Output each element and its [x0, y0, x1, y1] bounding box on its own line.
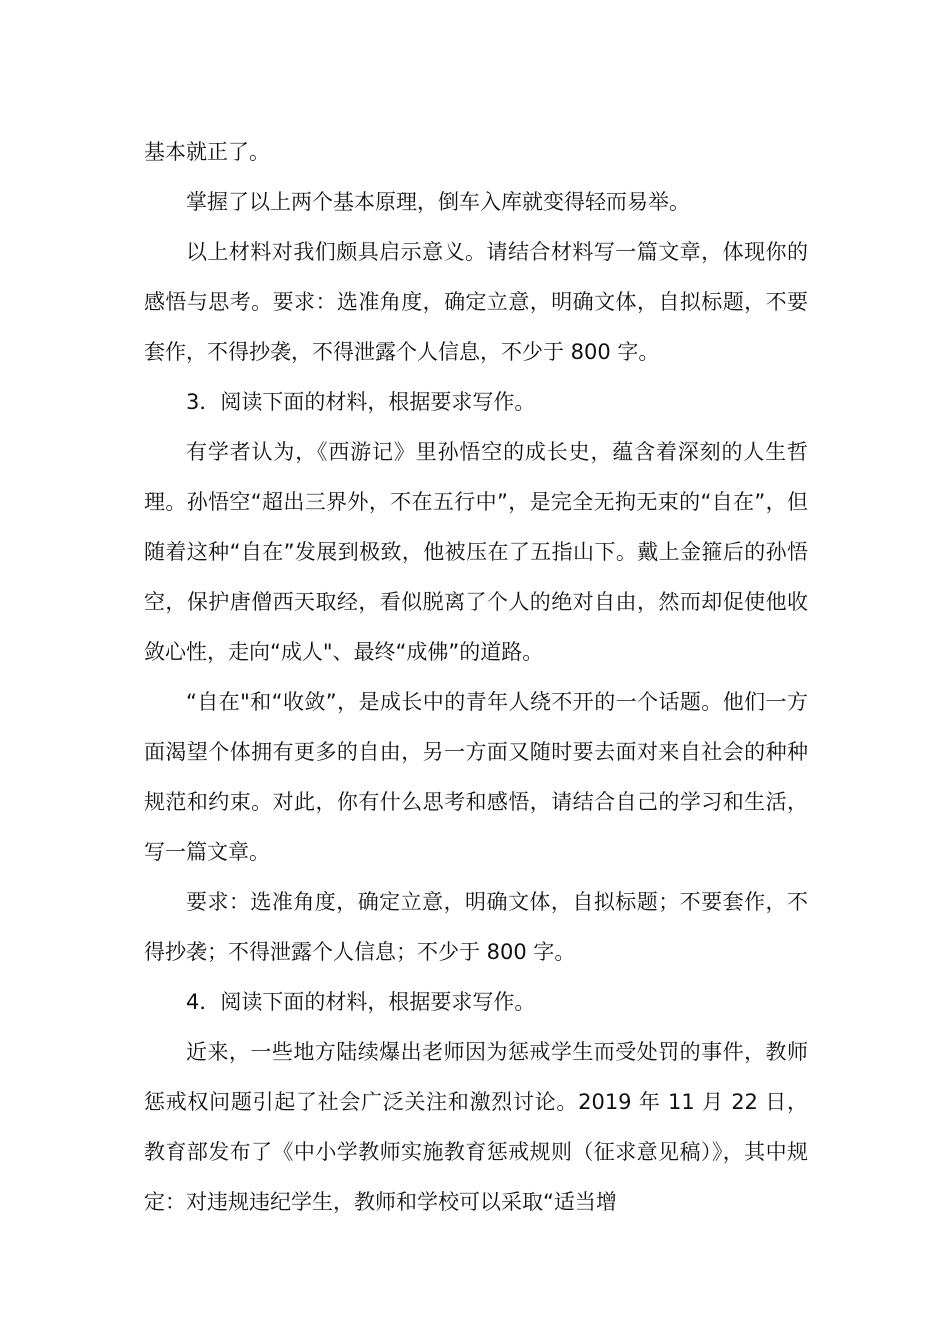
question-heading-3: 3．阅读下面的材料，根据要求写作。 [186, 390, 536, 414]
paragraph-requirements-3: 要求：选准角度，确定立意，明确文体，自拟标题；不要套作，不得抄袭；不得泄露个人信息；不少于 800 字。 [144, 890, 808, 964]
document-body [144, 127, 808, 1227]
question-heading-4: 4．阅读下面的材料，根据要求写作。 [186, 990, 536, 1014]
paragraph-principle-summary: 掌握了以上两个基本原理，倒车入库就变得轻而易举。 [186, 190, 690, 214]
paragraph-continuation: 基本就正了。 [144, 140, 270, 164]
paragraph-material-4: 近来，一些地方陆续爆出老师因为惩戒学生而受处罚的事件，教师惩戒权问题引起了社会广泛关注和激烈讨论。2019 年 11 月 22 日，教育部发布了《中小学教师实施教育惩戒规则（征求意见稿）》，其中规定：对违规违纪学生，教师和学校可以采取“适当增 [144, 1040, 808, 1214]
paragraph-material-3b: “自在"和“收敛”，是成长中的青年人绕不开的一个话题。他们一方面渴望个体拥有更多的自由，另一方面又随时要去面对来自社会的种种规范和约束。对此，你有什么思考和感悟，请结合自己的学习和生活，写一篇文章。 [144, 690, 808, 864]
paragraph-material-3a: 有学者认为，《西游记》里孙悟空的成长史，蕴含着深刻的人生哲理。孙悟空“超出三界外，不在五行中”，是完全无拘无束的“自在”，但随着这种“自在”发展到极致，他被压在了五指山下。戴上金箍后的孙悟空，保护唐僧西天取经，看似脱离了个人的绝对自由，然而却促使他收敛心性，走向“成人"、最终“成佛”的道路。 [144, 440, 808, 664]
paragraph-writing-prompt-2: 以上材料对我们颇具启示意义。请结合材料写一篇文章，体现你的感悟与思考。要求：选准角度，确定立意，明确文体，自拟标题，不要套作，不得抄袭，不得泄露个人信息，不少于 800 字。 [144, 240, 808, 364]
